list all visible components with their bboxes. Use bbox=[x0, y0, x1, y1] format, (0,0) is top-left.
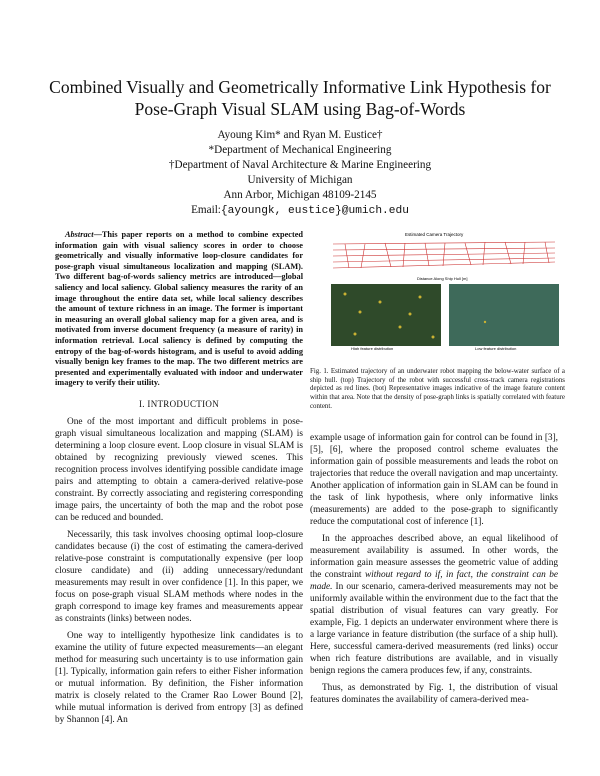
author-block bbox=[100, 128, 500, 219]
right-paragraph-1: example usage of information gain for control can be found in [3], [5], [6], where the proposed control scheme evaluates the information gain of possible measurements and leads the robot on trajectories that reduce the overall navigation and map uncertainty. Another application of information gain in SLAM can be found in the task of link hypothesis, where only informative links (measurements) are added to the pose-graph to significantly reduce the computational cost of inference [1]. bbox=[310, 433, 558, 527]
figure-1-image bbox=[325, 222, 565, 350]
right-p2-part-b: In our scenario, camera-derived measurements may not be uniformly available within the environment due to the fact that the spatial distribution of visual features can vary greatly. For example, Fig. 1 depicts an underwater environment where there is a large variance in feature distribution (the surface of a ship hull). Here, successful camera-derived measurements (red links) occur when rich feature distributions are available, and in visually benign regions the camera produces few, if any, constraints. bbox=[310, 582, 558, 676]
email-line bbox=[100, 203, 500, 219]
image-low-feature bbox=[449, 284, 559, 346]
trajectory-plot bbox=[333, 242, 555, 268]
affiliation-2: †Department of Naval Architecture & Marine Engineering bbox=[168, 159, 432, 171]
figure-panel-title: Estimated Camera Trajectory bbox=[405, 232, 464, 237]
right-paragraph-2 bbox=[310, 533, 558, 677]
affiliation-4: Ann Arbor, Michigan 48109-2145 bbox=[223, 189, 377, 201]
abstract-lead: Abstract bbox=[65, 230, 94, 239]
title-line-1: Combined Visually and Geometrically Informative Link Hypothesis for bbox=[49, 77, 551, 97]
figure-1 bbox=[325, 222, 565, 372]
intro-paragraph-3: One way to intelligently hypothesize link candidates is to examine the utility of future expected measurements—an elegant method for measuring such uncertainty is to use information gain [1]. Typically, information gain refers to either Fisher information or mutual information. By definition, the Fisher information matrix is closely related to the Cramer Rao Lower Bound [2], while mutual information is derived from entropy [3] as defined by Shannon [4]. An bbox=[55, 630, 303, 725]
right-p2-italic: without regard to if, in fact, the constraint can be made. bbox=[310, 570, 558, 592]
email-prefix: Email: bbox=[191, 204, 221, 216]
label-high-feature: High feature distribution bbox=[351, 346, 394, 350]
authors: Ayoung Kim* and Ryan M. Eustice† bbox=[217, 129, 383, 141]
affiliation-1: *Department of Mechanical Engineering bbox=[208, 144, 392, 156]
section-heading-introduction: I. INTRODUCTION bbox=[139, 398, 219, 409]
intro-paragraph-1: One of the most important and difficult problems in pose-graph visual simultaneous localization and mapping (SLAM) is determining a loop closure event. Loop closure in visual SLAM is obtained by recognizing previously viewed scenes. This recognition process involves identifying possible candidate image pairs and attempting to obtain a camera-derived relative-pose constraint. By correctly associating and registering corresponding image pairs, the uncertainty of both the map and the robot pose can be reduced and bounded. bbox=[55, 416, 303, 523]
figure-axis-label: Distance Along Ship Hull [m] bbox=[417, 276, 468, 281]
right-paragraph-3: Thus, as demonstrated by Fig. 1, the distribution of visual features dominates the availability of camera-derived mea- bbox=[310, 683, 558, 705]
figure-1-caption: Fig. 1. Estimated trajectory of an underwater robot mapping the below-water surface of a ship hull. (top) Trajectory of the robot with successful cross-track camera registrations depicted as red lines. (bot) Representative images indicative of the image feature content within that area. Note that the density of pose-graph links is spatially correlated with feature content. bbox=[310, 368, 565, 410]
image-high-feature bbox=[331, 284, 441, 346]
right-p2-part-a: In the approaches described above, an equal likelihood of measurement availability is assumed. In other words, the information gain measure assesses the geometric value of adding the constraint bbox=[310, 534, 558, 580]
abstract bbox=[55, 230, 303, 389]
label-low-feature: Low feature distribution bbox=[475, 346, 517, 350]
left-column bbox=[55, 230, 303, 731]
affiliation-3: University of Michigan bbox=[247, 174, 353, 186]
paper-title bbox=[40, 76, 560, 120]
email-address[interactable]: {ayoungk, eustice}@umich.edu bbox=[220, 205, 409, 217]
intro-paragraph-2: Necessarily, this task involves choosing optimal loop-closure candidates because (i) the cost of estimating the camera-derived relative-pose constraint is computationally expensive (per loop closure candidate) and (ii) adding unnecessary/redundant measurements may result in over confidence [1]. In this paper, we focus on pose-graph visual SLAM methods where nodes in the graph correspond to image key frames and measurements appear as constraints (links) between nodes. bbox=[55, 529, 303, 624]
right-column bbox=[310, 432, 558, 711]
title-line-2: Pose-Graph Visual SLAM using Bag-of-Words bbox=[134, 99, 466, 119]
abstract-text: —This paper reports on a method to combine expected information gain with visual saliency scores in order to choose geometrically and visually informative loop-closure candidates for pose-graph visual simultaneous localization and mapping (SLAM). Two different bag-of-words saliency metrics are introduced—global saliency and local saliency. Global saliency measures the rarity of an image throughout the entire data set, while local saliency describes the amount of texture richness in an image. The former is important in measuring an overall global saliency map for a given area, and is motivated from inverse document frequency (a measure of rarity) in information retrieval. Local saliency is defined by computing the entropy of the bag-of-words histogram, and is useful to avoid adding visually benign key frames to the map. The two different metrics are presented and experimentally evaluated with indoor and underwater imagery to verify their utility. bbox=[55, 230, 303, 388]
